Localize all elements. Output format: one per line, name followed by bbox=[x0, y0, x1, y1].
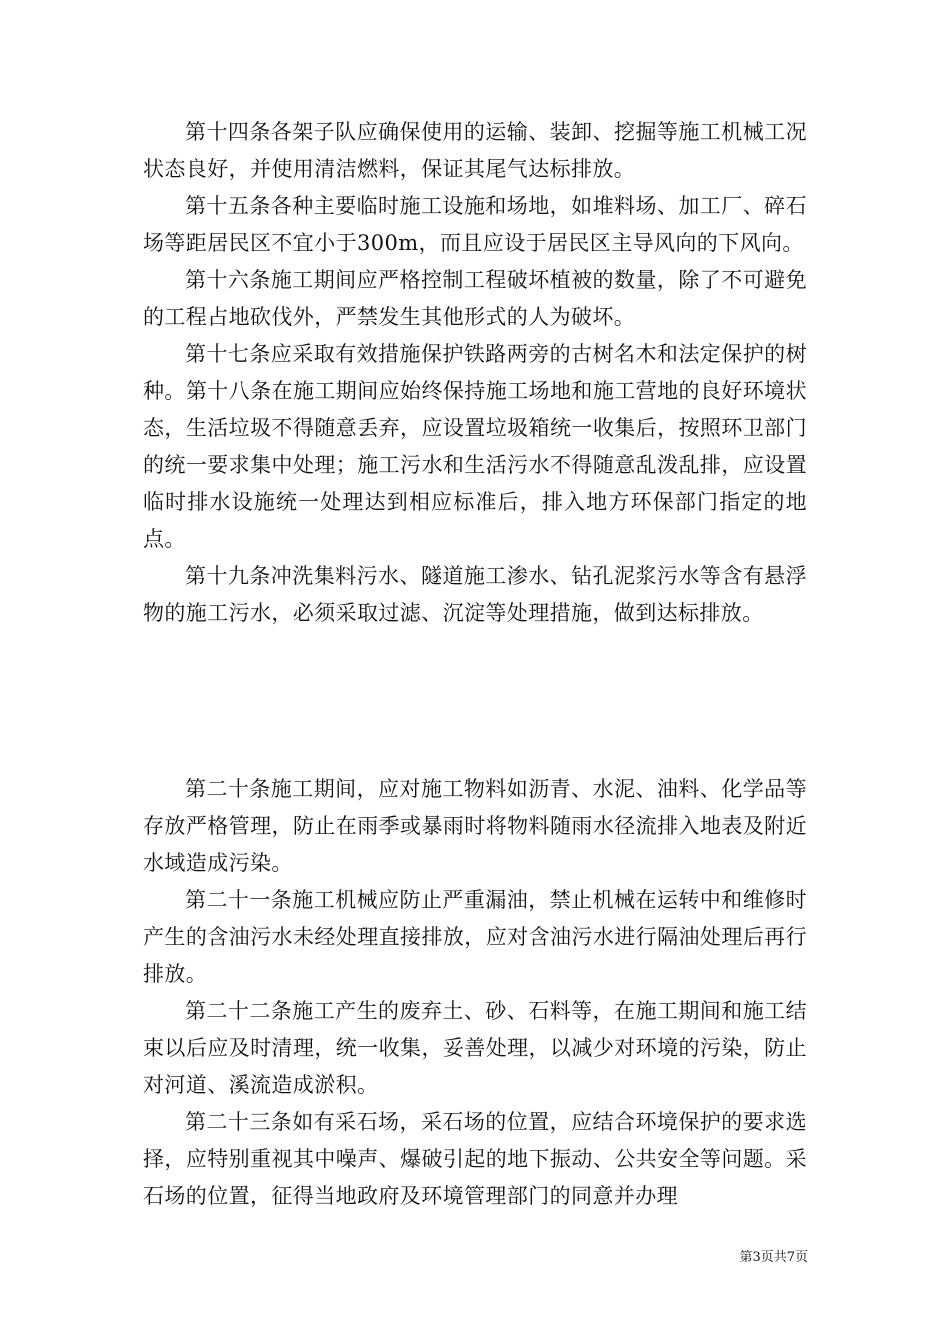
article-21-paragraph: 第二十一条施工机械应防止严重漏油，禁止机械在运转中和维修时产生的含油污水未经处理直接排放，应对含油污水进行隔油处理后再行排放。 bbox=[143, 888, 807, 986]
article-15-paragraph: 第十五条各种主要临时施工设施和场地，如堆料场、加工厂、碎石场等距居民区不宜小于300m，而且应设于居民区主导风向的下风向。 bbox=[143, 194, 807, 255]
article-20-paragraph: 第二十条施工期间，应对施工物料如沥青、水泥、油料、化学品等存放严格管理，防止在雨季或暴雨时将物料随雨水径流排入地表及附近水域造成污染。 bbox=[143, 777, 807, 875]
article-17-18-paragraph: 第十七条应采取有效措施保护铁路两旁的古树名木和法定保护的树种。第十八条在施工期间应始终保持施工场地和施工营地的良好环境状态，生活垃圾不得随意丢弃，应设置垃圾箱统一收集后，按照环卫部门的统一要求集中处理；施工污水和生活污水不得随意乱泼乱排，应设置临时排水设施统一处理达到相应标准后，排入地方环保部门指定的地点。 bbox=[143, 342, 807, 551]
article-22-paragraph: 第二十二条施工产生的废弃土、砂、石料等，在施工期间和施工结束以后应及时清理，统一收集，妥善处理，以减少对环境的污染，防止对河道、溪流造成淤积。 bbox=[143, 999, 807, 1097]
article-14-paragraph: 第十四条各架子队应确保使用的运输、装卸、挖掘等施工机械工况状态良好，并使用清洁燃料，保证其尾气达标排放。 bbox=[143, 120, 807, 181]
text-block-lower bbox=[143, 771, 807, 1215]
page-number-footer: 第3页共7页 bbox=[739, 1250, 808, 1265]
text-block-upper bbox=[143, 114, 807, 632]
article-16-paragraph: 第十六条施工期间应严格控制工程破坏植被的数量，除了不可避免的工程占地砍伐外，严禁发生其他形式的人为破坏。 bbox=[143, 268, 807, 329]
article-19-paragraph: 第十九条冲洗集料污水、隧道施工渗水、钻孔泥浆污水等含有悬浮物的施工污水，必须采取过滤、沉淀等处理措施，做到达标排放。 bbox=[143, 564, 807, 625]
article-23-paragraph: 第二十三条如有采石场，采石场的位置，应结合环境保护的要求选择，应特别重视其中噪声、爆破引起的地下振动、公共安全等问题。采石场的位置，征得当地政府及环境管理部门的同意并办理 bbox=[143, 1110, 807, 1208]
